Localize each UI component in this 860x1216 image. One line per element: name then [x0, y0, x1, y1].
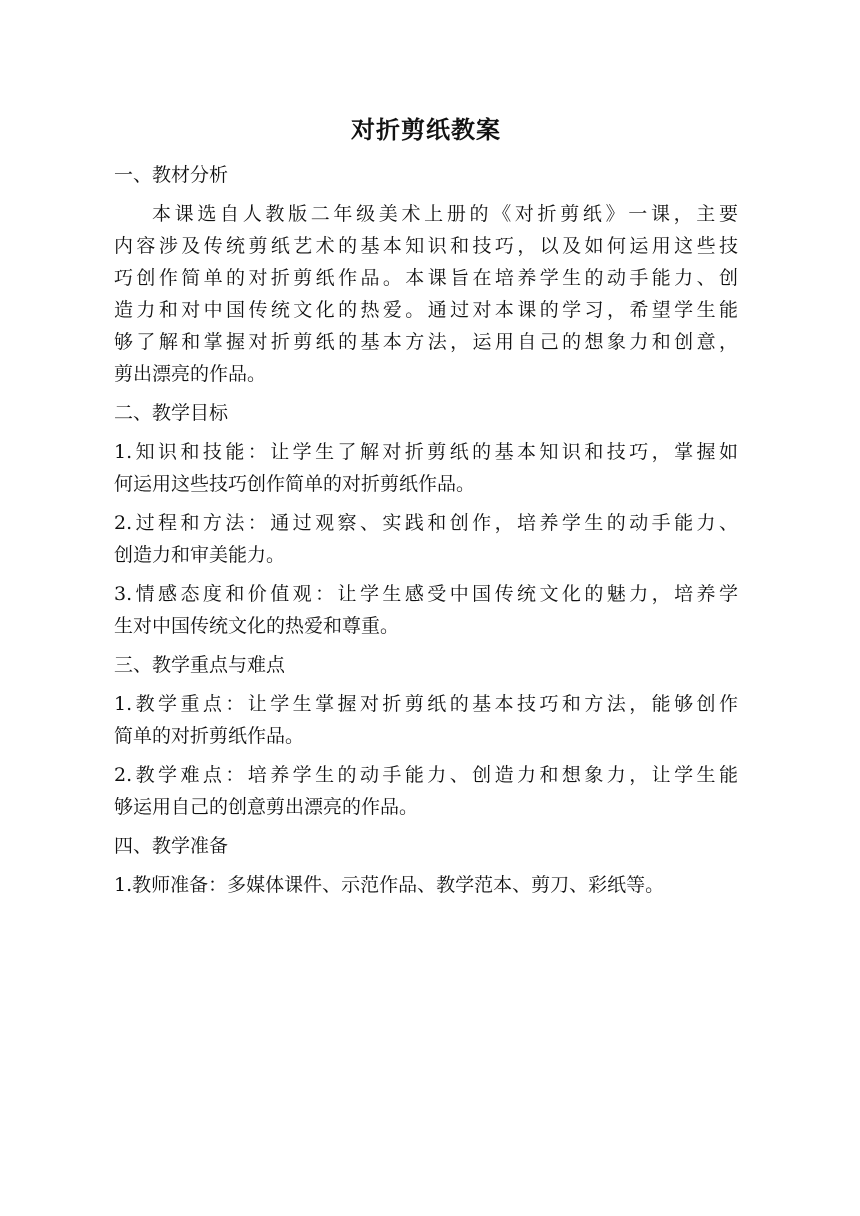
item-line: 创造力和审美能力。 — [114, 544, 286, 566]
preparation-item-1 — [114, 870, 738, 901]
section-heading-4: 四、教学准备 — [114, 835, 229, 857]
item-line: 2.教学难点：培养学生的动手能力、创造力和想象力，让学生能 — [114, 764, 738, 786]
paragraph-line: 剪出漂亮的作品。 — [114, 363, 267, 385]
paragraph-line: 内容涉及传统剪纸艺术的基本知识和技巧，以及如何运用这些技 — [114, 235, 738, 257]
section-heading-1: 一、教材分析 — [114, 164, 229, 186]
key-point-item-1 — [114, 689, 738, 752]
section-1-paragraph — [114, 199, 738, 390]
section-heading-3: 三、教学重点与难点 — [114, 654, 286, 676]
item-line: 何运用这些技巧创作简单的对折剪纸作品。 — [114, 473, 476, 495]
item-line: 1.知识和技能：让学生了解对折剪纸的基本知识和技巧，掌握如 — [114, 441, 738, 463]
paragraph-line: 够了解和掌握对折剪纸的基本方法，运用自己的想象力和创意， — [114, 331, 738, 353]
section-heading-2: 二、教学目标 — [114, 402, 229, 424]
item-line: 2.过程和方法：通过观察、实践和创作，培养学生的动手能力、 — [114, 512, 738, 534]
paragraph-line: 造力和对中国传统文化的热爱。通过对本课的学习，希望学生能 — [114, 299, 738, 321]
paragraph-line: 本课选自人教版二年级美术上册的《对折剪纸》一课，主要 — [152, 203, 738, 225]
item-line: 1.教师准备：多媒体课件、示范作品、教学范本、剪刀、彩纸等。 — [114, 874, 665, 896]
objective-item-3 — [114, 579, 738, 642]
item-line: 3.情感态度和价值观：让学生感受中国传统文化的魅力，培养学 — [114, 583, 738, 605]
key-point-item-2 — [114, 760, 738, 823]
objective-item-2 — [114, 508, 738, 571]
item-line: 1.教学重点：让学生掌握对折剪纸的基本技巧和方法，能够创作 — [114, 693, 738, 715]
item-line: 够运用自己的创意剪出漂亮的作品。 — [114, 796, 419, 818]
document-page — [114, 108, 738, 909]
objective-item-1 — [114, 437, 738, 500]
document-title: 对折剪纸教案 — [351, 116, 501, 144]
item-line: 简单的对折剪纸作品。 — [114, 725, 305, 747]
paragraph-line: 巧创作简单的对折剪纸作品。本课旨在培养学生的动手能力、创 — [114, 267, 738, 289]
item-line: 生对中国传统文化的热爱和尊重。 — [114, 615, 400, 637]
